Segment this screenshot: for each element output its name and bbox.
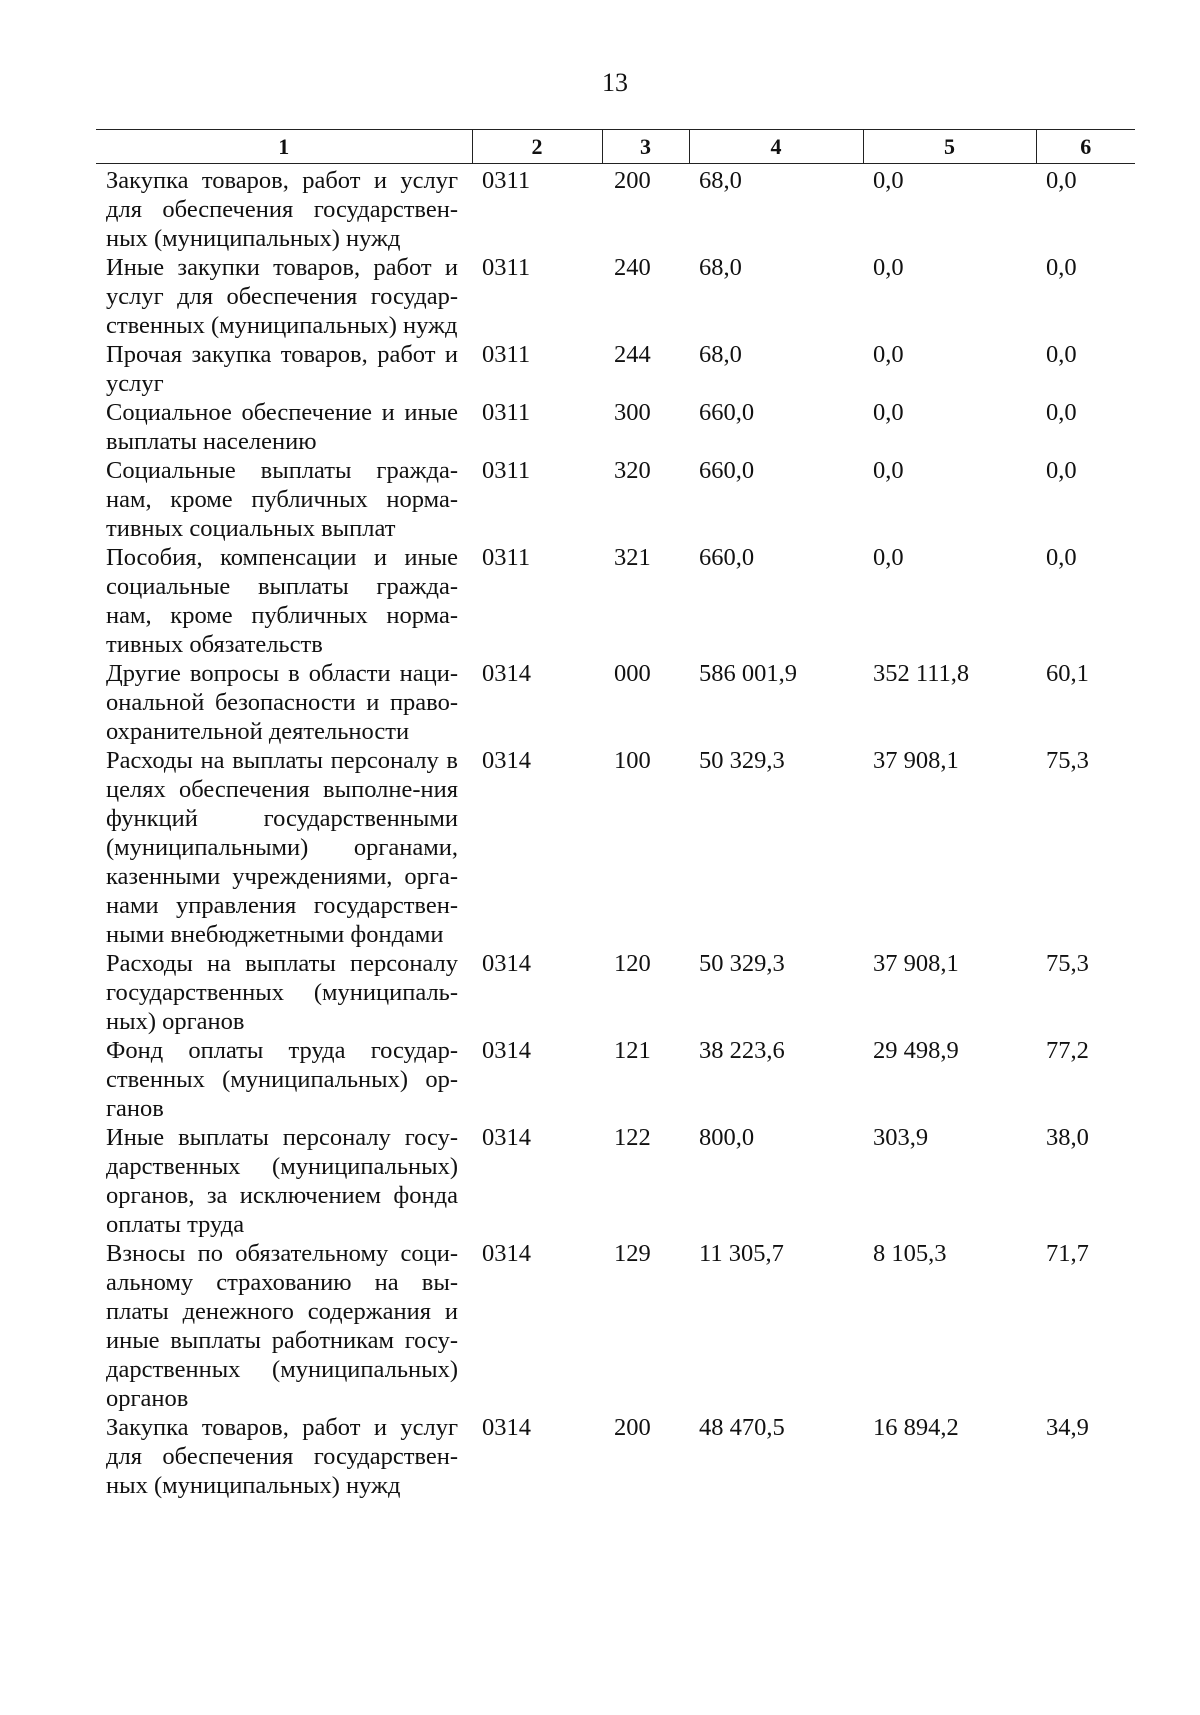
table-row [96,949,1135,1036]
row-section: 0311 [482,254,531,281]
row-executed: 37 908,1 [873,747,959,774]
row-plan: 68,0 [699,254,742,281]
column-header-4: 4 [689,130,863,164]
row-executed: 352 111,8 [873,660,970,687]
row-name: Расходы на выплаты персоналу государственных (муниципаль-ных) органов [106,950,458,1035]
table-row [96,253,1135,340]
row-percent: 60,1 [1046,660,1089,687]
row-plan: 68,0 [699,341,742,368]
row-plan: 50 329,3 [699,950,785,977]
column-header-6: 6 [1036,130,1135,164]
row-percent: 0,0 [1046,457,1077,484]
row-plan: 660,0 [699,544,755,571]
row-name: Пособия, компенсации и иные социальные выплаты гражда-нам, кроме публичных норма-тивных обязательств [106,544,458,658]
row-section: 0311 [482,457,531,484]
row-executed: 0,0 [873,167,904,194]
row-executed: 0,0 [873,399,904,426]
row-section: 0311 [482,341,531,368]
row-executed: 16 894,2 [873,1414,959,1441]
row-percent: 0,0 [1046,341,1077,368]
table-row [96,543,1135,659]
row-section: 0314 [482,660,531,687]
row-type: 320 [614,457,651,484]
row-section: 0314 [482,1240,531,1267]
row-name: Социальные выплаты гражда-нам, кроме публичных норма-тивных социальных выплат [106,457,458,542]
column-header-2: 2 [472,130,602,164]
row-type: 120 [614,950,651,977]
row-section: 0314 [482,747,531,774]
row-percent: 75,3 [1046,950,1089,977]
row-name: Закупка товаров, работ и услуг для обеспечения государствен-ных (муниципальных) нужд [106,1414,458,1499]
row-percent: 0,0 [1046,399,1077,426]
row-section: 0314 [482,1124,531,1151]
row-percent: 0,0 [1046,254,1077,281]
row-type: 121 [614,1037,651,1064]
row-name: Расходы на выплаты персоналу в целях обеспечения выполне-ния функций государственными (муниципальными) органами, казенными учреждениями, орга-нами управления государствен-ными внебюджетными фондами [106,747,458,948]
row-type: 000 [614,660,651,687]
table-row [96,1123,1135,1239]
table-row [96,164,1135,254]
row-executed: 0,0 [873,544,904,571]
row-type: 300 [614,399,651,426]
table-row [96,1413,1135,1500]
table-row [96,456,1135,543]
row-plan: 38 223,6 [699,1037,785,1064]
budget-table [96,129,1135,1500]
row-type: 244 [614,341,651,368]
row-section: 0314 [482,1414,531,1441]
row-name: Другие вопросы в области наци-ональной безопасности и право-охранительной деятельности [106,660,458,745]
table-header-row [96,130,1135,164]
row-plan: 800,0 [699,1124,755,1151]
row-name: Иные закупки товаров, работ и услуг для обеспечения государ-ственных (муниципальных) нужд [106,254,458,339]
row-section: 0314 [482,950,531,977]
row-percent: 75,3 [1046,747,1089,774]
page-number: 13 [602,68,628,97]
row-name: Прочая закупка товаров, работ и услуг [106,341,458,397]
row-percent: 0,0 [1046,544,1077,571]
table-row [96,340,1135,398]
table-row [96,398,1135,456]
row-plan: 660,0 [699,457,755,484]
row-executed: 0,0 [873,457,904,484]
row-executed: 8 105,3 [873,1240,947,1267]
row-section: 0311 [482,399,531,426]
row-name: Социальное обеспечение и иные выплаты населению [106,399,458,455]
row-plan: 660,0 [699,399,755,426]
row-percent: 38,0 [1046,1124,1089,1151]
row-name: Взносы по обязательному соци-альному страхованию на вы-платы денежного содержания и иные выплаты работникам госу-дарственных (муниципальных) органов [106,1240,458,1412]
row-plan: 586 001,9 [699,660,797,687]
table-row [96,746,1135,949]
row-plan: 50 329,3 [699,747,785,774]
row-plan: 48 470,5 [699,1414,785,1441]
table-row [96,1239,1135,1413]
row-plan: 68,0 [699,167,742,194]
row-type: 200 [614,167,651,194]
column-header-5: 5 [863,130,1036,164]
row-name: Закупка товаров, работ и услуг для обеспечения государствен-ных (муниципальных) нужд [106,167,458,252]
row-executed: 0,0 [873,341,904,368]
row-type: 122 [614,1124,651,1151]
row-percent: 77,2 [1046,1037,1089,1064]
column-header-1: 1 [96,130,472,164]
table-row [96,659,1135,746]
row-name: Фонд оплаты труда государ-ственных (муниципальных) ор-ганов [106,1037,458,1122]
row-percent: 71,7 [1046,1240,1089,1267]
row-plan: 11 305,7 [699,1240,784,1267]
table-row [96,1036,1135,1123]
row-executed: 37 908,1 [873,950,959,977]
column-header-3: 3 [602,130,689,164]
row-executed: 303,9 [873,1124,929,1151]
row-executed: 29 498,9 [873,1037,959,1064]
row-type: 100 [614,747,651,774]
row-percent: 34,9 [1046,1414,1089,1441]
row-section: 0311 [482,544,531,571]
row-type: 321 [614,544,651,571]
row-percent: 0,0 [1046,167,1077,194]
row-executed: 0,0 [873,254,904,281]
row-type: 240 [614,254,651,281]
row-name: Иные выплаты персоналу госу-дарственных (муниципальных) органов, за исключением фонда оплаты труда [106,1124,458,1238]
row-type: 129 [614,1240,651,1267]
row-section: 0311 [482,167,531,194]
row-section: 0314 [482,1037,531,1064]
row-type: 200 [614,1414,651,1441]
